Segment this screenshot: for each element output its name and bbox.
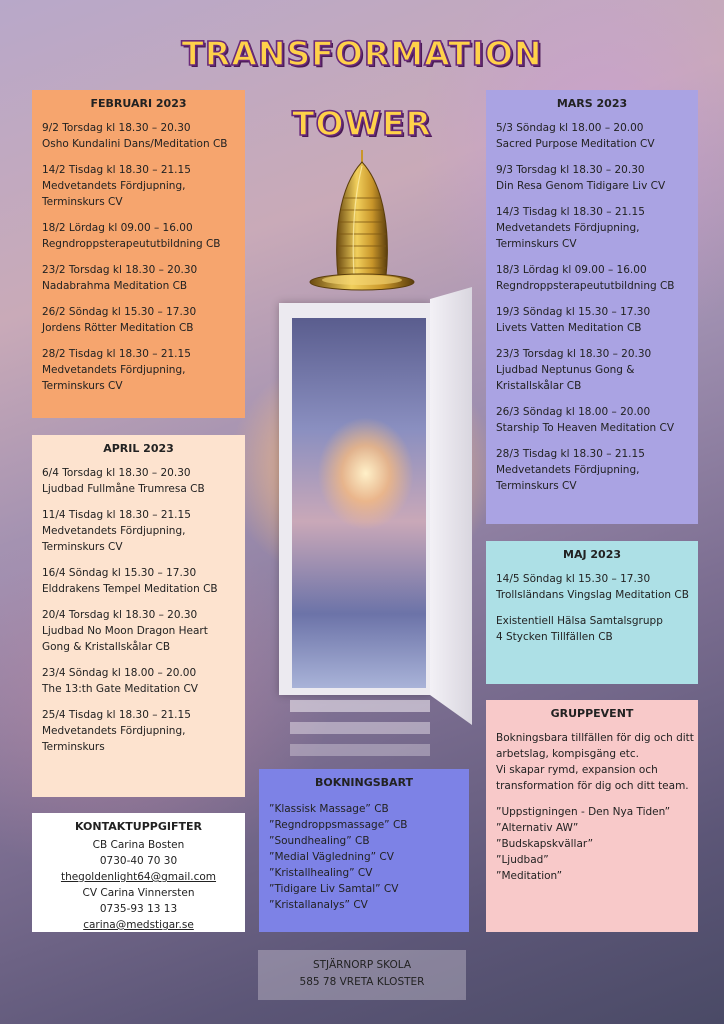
panel-header: MAJ 2023 xyxy=(563,548,621,561)
gruppevent-description xyxy=(496,730,694,794)
list-item: ”Meditation” xyxy=(496,870,563,882)
event-item xyxy=(42,565,235,597)
step xyxy=(290,700,430,712)
contact-name: CV Carina Vinnersten xyxy=(82,887,195,899)
event-date: 5/3 Söndag kl 18.00 – 20.00 xyxy=(496,122,644,134)
event-title: Din Resa Genom Tidigare Liv CV xyxy=(496,180,666,192)
list-item: ”Soundhealing” CB xyxy=(269,835,370,847)
event-date: 6/4 Torsdag kl 18.30 – 20.30 xyxy=(42,467,191,479)
event-title: Ljudbad Neptunus Gong & xyxy=(496,364,635,376)
event-date: 16/4 Söndag kl 15.30 – 17.30 xyxy=(42,567,197,579)
event-title: Medvetandets Fördjupning, xyxy=(42,525,186,537)
event-date: 18/3 Lördag kl 09.00 – 16.00 xyxy=(496,264,647,276)
event-title: The 13:th Gate Meditation CV xyxy=(42,683,198,695)
event-date: 14/5 Söndag kl 15.30 – 17.30 xyxy=(496,573,651,585)
event-item xyxy=(496,204,688,252)
gruppevent-list xyxy=(496,804,688,884)
description-line: transformation för dig och ditt team. xyxy=(496,780,689,792)
event-item xyxy=(496,446,688,494)
panel-header: MARS 2023 xyxy=(556,97,628,110)
event-item xyxy=(42,304,235,336)
door-opening-space xyxy=(292,318,426,688)
list-item: ”Klassisk Massage” CB xyxy=(269,803,389,815)
event-date: 9/2 Torsdag kl 18.30 – 20.30 xyxy=(42,122,191,134)
event-title: 4 Stycken Tillfällen CB xyxy=(496,631,613,643)
event-list xyxy=(42,120,235,394)
step xyxy=(290,722,430,734)
event-item xyxy=(42,507,235,555)
description-line: Bokningsbara tillfällen för dig och ditt xyxy=(496,732,694,744)
event-date: 11/4 Tisdag kl 18.30 – 21.15 xyxy=(42,509,191,521)
panel-header: BOKNINGSBART xyxy=(314,776,414,789)
event-title: Elddrakens Tempel Meditation CB xyxy=(42,583,218,595)
event-date: 14/3 Tisdag kl 18.30 – 21.15 xyxy=(496,206,645,218)
event-date: 14/2 Tisdag kl 18.30 – 21.15 xyxy=(42,164,191,176)
mars-panel xyxy=(486,90,698,524)
event-date: 26/3 Söndag kl 18.00 – 20.00 xyxy=(496,406,651,418)
event-title: Regndroppsterapeututbildning CB xyxy=(42,238,221,250)
kontakt-panel xyxy=(32,813,245,932)
event-title: Osho Kundalini Dans/Meditation CB xyxy=(42,138,228,150)
event-item xyxy=(42,346,235,394)
list-item: ”Medial Vägledning” CV xyxy=(269,851,394,863)
event-item xyxy=(42,220,235,252)
event-list xyxy=(496,120,688,494)
event-title: Terminskurs CV xyxy=(42,380,123,392)
event-item xyxy=(42,120,235,152)
event-title: Medvetandets Fördjupning, xyxy=(496,222,640,234)
event-title: Ljudbad No Moon Dragon Heart xyxy=(42,625,208,637)
event-item xyxy=(496,304,688,336)
event-date: 9/3 Torsdag kl 18.30 – 20.30 xyxy=(496,164,645,176)
event-date: 23/2 Torsdag kl 18.30 – 20.30 xyxy=(42,264,198,276)
event-date: Existentiell Hälsa Samtalsgrupp xyxy=(496,615,663,627)
door-leaf xyxy=(430,287,472,725)
event-date: 18/2 Lördag kl 09.00 – 16.00 xyxy=(42,222,193,234)
event-title: Nadabrahma Meditation CB xyxy=(42,280,188,292)
event-item xyxy=(496,120,688,152)
event-title: Gong & Kristallskålar CB xyxy=(42,641,171,653)
event-date: 25/4 Tisdag kl 18.30 – 21.15 xyxy=(42,709,191,721)
event-title: Medvetandets Fördjupning, xyxy=(496,464,640,476)
description-line: arbetslag, kompisgäng etc. xyxy=(496,748,640,760)
footer-address: 585 78 VRETA KLOSTER xyxy=(299,976,425,988)
event-item xyxy=(496,162,688,194)
event-date: 28/3 Tisdag kl 18.30 – 21.15 xyxy=(496,448,645,460)
panel-header: APRIL 2023 xyxy=(103,442,174,455)
event-item xyxy=(496,404,688,436)
list-item: ”Kristallhealing” CV xyxy=(269,867,373,879)
event-title: Livets Vatten Meditation CB xyxy=(496,322,642,334)
event-list xyxy=(496,571,688,645)
event-title: Terminskurs CV xyxy=(496,238,577,250)
event-item xyxy=(42,665,235,697)
event-title: Regndroppsterapeututbildning CB xyxy=(496,280,675,292)
event-item xyxy=(42,162,235,210)
contact-email-link[interactable]: thegoldenlight64@gmail.com xyxy=(60,871,217,883)
event-title: Terminskurs CV xyxy=(42,541,123,553)
list-item: ”Alternativ AW” xyxy=(496,822,579,834)
event-list xyxy=(42,465,235,755)
panel-header: KONTAKTUPPGIFTER xyxy=(75,820,202,833)
description-line: Vi skapar rymd, expansion och xyxy=(496,764,658,776)
event-item xyxy=(42,707,235,755)
title-line-2: TOWER xyxy=(292,104,432,143)
event-item xyxy=(496,346,688,394)
event-title: Medvetandets Fördjupning, xyxy=(42,725,186,737)
list-item: ”Tidigare Liv Samtal” CV xyxy=(269,883,399,895)
list-item: ”Regndroppsmassage” CB xyxy=(269,819,408,831)
panel-header: GRUPPEVENT xyxy=(550,707,634,720)
footer-school: STJÄRNORP SKOLA xyxy=(312,959,412,971)
list-item: ”Budskapskvällar” xyxy=(496,838,594,850)
event-item xyxy=(496,262,688,294)
list-item: ”Ljudbad” xyxy=(496,854,549,866)
event-item xyxy=(496,613,688,645)
event-item xyxy=(496,571,688,603)
title-line-1: TRANSFORMATION xyxy=(181,34,543,73)
event-title: Terminskurs CV xyxy=(496,480,577,492)
event-title: Ljudbad Fullmåne Trumresa CB xyxy=(42,483,205,495)
contact-name: CB Carina Bosten xyxy=(92,839,185,851)
event-title: Starship To Heaven Meditation CV xyxy=(496,422,675,434)
event-date: 19/3 Söndag kl 15.30 – 17.30 xyxy=(496,306,651,318)
contact-email-link[interactable]: carina@medstigar.se xyxy=(83,919,194,931)
februari-panel xyxy=(32,90,245,418)
list-item: ”Uppstigningen - Den Nya Tiden” xyxy=(496,806,671,818)
event-item xyxy=(42,465,235,497)
event-date: 20/4 Torsdag kl 18.30 – 20.30 xyxy=(42,609,198,621)
event-title: Medvetandets Fördjupning, xyxy=(42,180,186,192)
event-title: Kristallskålar CB xyxy=(496,380,582,392)
event-title: Terminskurs xyxy=(42,741,105,753)
event-item xyxy=(42,607,235,655)
april-panel xyxy=(32,435,245,797)
event-item xyxy=(42,262,235,294)
event-date: 23/3 Torsdag kl 18.30 – 20.30 xyxy=(496,348,652,360)
bokningsbart-panel xyxy=(259,769,469,932)
contact-phone: 0730-40 70 30 xyxy=(99,855,178,867)
list-item: ”Kristallanalys” CV xyxy=(269,899,368,911)
step xyxy=(290,744,430,756)
event-date: 26/2 Söndag kl 15.30 – 17.30 xyxy=(42,306,197,318)
event-title: Medvetandets Fördjupning, xyxy=(42,364,186,376)
maj-panel xyxy=(486,541,698,684)
event-date: 28/2 Tisdag kl 18.30 – 21.15 xyxy=(42,348,191,360)
event-title: Terminskurs CV xyxy=(42,196,123,208)
gruppevent-panel xyxy=(486,700,698,932)
event-title: Trollsländans Vingslag Meditation CB xyxy=(496,589,689,601)
panel-header: FEBRUARI 2023 xyxy=(90,97,187,110)
contact-phone: 0735-93 13 13 xyxy=(99,903,178,915)
tower-icon xyxy=(308,148,416,296)
event-title: Jordens Rötter Meditation CB xyxy=(42,322,194,334)
event-date: 23/4 Söndag kl 18.00 – 20.00 xyxy=(42,667,197,679)
event-title: Sacred Purpose Meditation CV xyxy=(496,138,655,150)
